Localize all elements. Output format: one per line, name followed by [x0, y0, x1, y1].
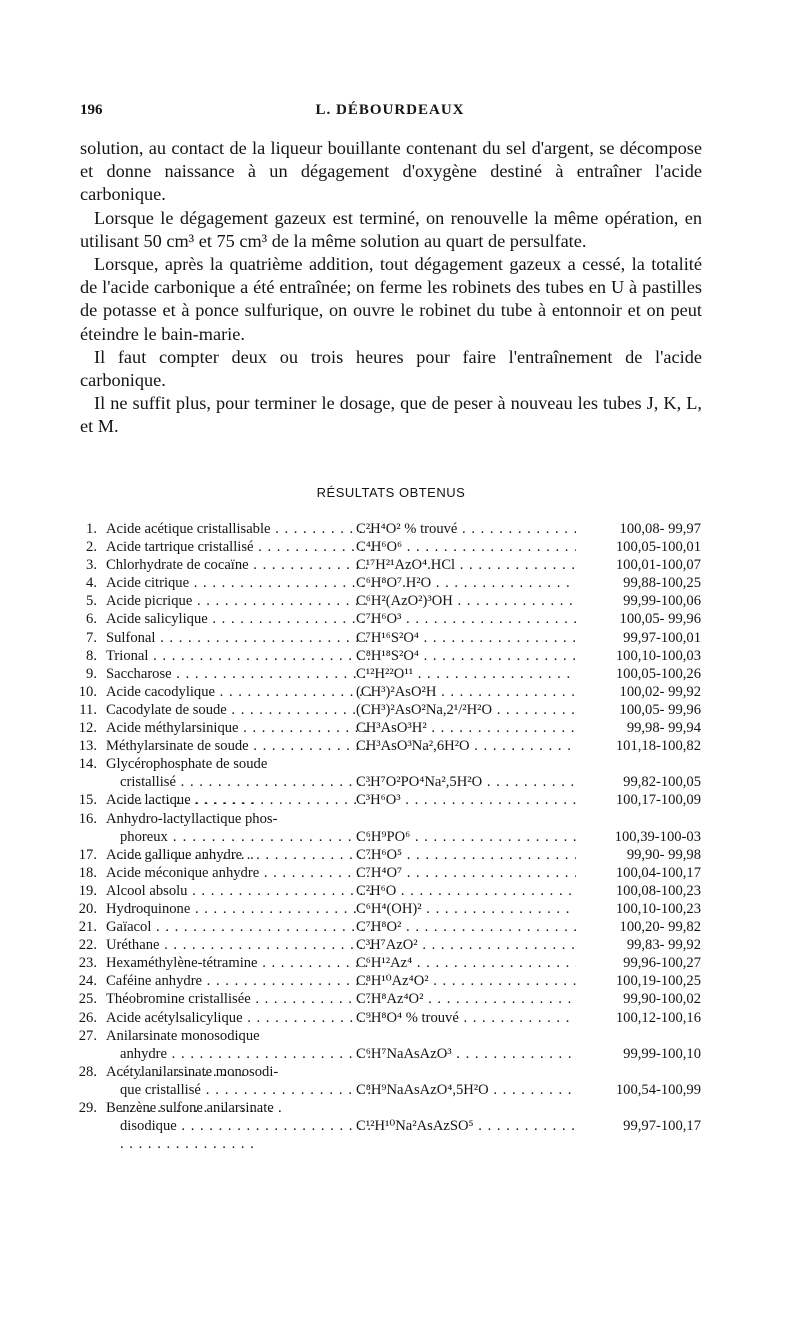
- formula: C³H⁶O³ . . .: [356, 791, 576, 809]
- running-title: L. DÉBOURDEAUX: [315, 102, 465, 118]
- result-value: 101,18-100,82: [615, 738, 701, 755]
- row-number: 7.: [86, 629, 97, 646]
- row-number: 26.: [78, 1009, 97, 1026]
- table-row: [75, 936, 715, 954]
- result-value: 100,08-100,23: [615, 882, 701, 899]
- table-row: [75, 629, 715, 647]
- row-number: 14.: [78, 756, 97, 773]
- result-value: 100,08- 99,97: [619, 521, 701, 537]
- compound-name-text: Acide salicylique . . .: [106, 611, 372, 627]
- compound-name-text: Sulfonal . . .: [106, 630, 372, 646]
- result-value: 100,17-100,09: [615, 792, 701, 809]
- compound-name: [106, 665, 372, 683]
- paragraph: Lorsque le dégagement gazeux est terminé, on renouvelle la même opération, en utilisant 50 cm³ et 75 cm³ de la même solution au quart de persulfate.: [80, 207, 702, 251]
- compound-name: [106, 592, 372, 610]
- result-value: 100,02- 99,92: [619, 683, 701, 700]
- table-row: [75, 882, 715, 900]
- row-number: 27.: [78, 1027, 97, 1044]
- running-header: [80, 102, 700, 124]
- row-number: 10.: [78, 683, 97, 700]
- result-value: 100,54-100,99: [615, 1081, 701, 1098]
- result-value: 100,10-100,23: [615, 900, 701, 917]
- row-number: 21.: [78, 919, 97, 936]
- compound-name-text: Hydroquinone . . .: [106, 901, 372, 917]
- compound-name-text: Cacodylate de soude . . .: [106, 702, 372, 718]
- compound-name: [106, 556, 372, 574]
- result-value: 100,12-100,16: [615, 1009, 701, 1026]
- table-row: [75, 737, 715, 755]
- formula: C⁷H¹⁶S²O⁴ . . .: [356, 629, 576, 647]
- result-value: 100,10-100,03: [615, 647, 701, 664]
- table-row: [75, 954, 715, 972]
- compound-name-text: Hexaméthylène-tétramine . . .: [106, 955, 372, 971]
- formula: C⁶H⁹PO⁶ . . .: [356, 828, 576, 846]
- compound-name: [106, 610, 372, 628]
- compound-name-text: Méthylarsinate de soude . . .: [106, 738, 372, 754]
- row-number: 25.: [78, 991, 97, 1008]
- formula: C³H⁷AzO² . . .: [356, 936, 576, 954]
- compound-name: [106, 683, 372, 701]
- compound-name-text: Acide cacodylique . . .: [106, 684, 372, 700]
- result-value: 99,82-100,05: [623, 774, 701, 791]
- results-title: RÉSULTATS OBTENUS: [316, 485, 466, 500]
- compound-name-text: Saccharose . . .: [106, 666, 372, 682]
- row-number: 5.: [86, 593, 97, 610]
- table-row: [75, 755, 715, 791]
- result-value: 100,05-100,01: [615, 539, 701, 556]
- result-value: 99,97-100,01: [623, 629, 701, 646]
- compound-name-text: Chlorhydrate de cocaïne . . .: [106, 557, 372, 573]
- result-value: 99,98- 99,94: [626, 720, 701, 737]
- row-number: 15.: [78, 792, 97, 809]
- compound-name-text: Acétylanilarsinate monosodi-: [106, 1063, 279, 1080]
- result-value: 100,01-100,07: [615, 557, 701, 574]
- table-row: [75, 1063, 715, 1099]
- row-number: 11.: [79, 701, 97, 718]
- compound-name: [106, 647, 372, 665]
- table-row: [75, 610, 715, 628]
- compound-name: [106, 954, 372, 972]
- row-number: 24.: [78, 973, 97, 990]
- compound-name: [106, 972, 372, 990]
- formula: C¹⁷H²¹AzO⁴.HCl . . .: [356, 556, 576, 574]
- compound-name: [106, 882, 372, 900]
- table-row: [75, 900, 715, 918]
- table-row: [75, 520, 715, 538]
- result-value: 99,99-100,10: [623, 1045, 701, 1062]
- compound-name: [106, 574, 372, 592]
- table-row: [75, 1027, 715, 1063]
- table-row: [75, 1009, 715, 1027]
- row-number: 13.: [78, 738, 97, 755]
- body-text: [80, 137, 702, 439]
- compound-name: [106, 864, 372, 882]
- compound-name: [106, 701, 372, 719]
- result-value: 100,05- 99,96: [619, 611, 701, 628]
- table-row: [75, 846, 715, 864]
- row-number: 16.: [78, 810, 97, 827]
- formula: C¹²H¹⁰Na²AsAzSO⁵ . . .: [356, 1117, 576, 1135]
- compound-name: [106, 990, 372, 1008]
- formula: C⁷H⁸Az⁴O² . . .: [356, 990, 576, 1008]
- paragraph: Lorsque, après la quatrième addition, tout dégagement gazeux a cessé, la totalité de l'acide carbonique a été entraînée; on ferme les robinets des tubes en U à pastilles de potasse et à ponce sulfurique, on ouvre le robinet du tube à entonnoir et on peut éteindre le bain-marie.: [80, 254, 702, 344]
- result-value: 99,83- 99,92: [626, 937, 701, 954]
- compound-name: [106, 918, 372, 936]
- paragraph: Il ne suffit plus, pour terminer le dosage, que de peser à nouveau les tubes J, K, L, et M.: [80, 393, 702, 437]
- table-row: [75, 810, 715, 846]
- compound-name: [106, 719, 372, 737]
- table-row: [75, 665, 715, 683]
- compound-name-text: Acide méthylarsinique . . .: [106, 720, 372, 736]
- result-value: 100,19-100,25: [615, 973, 701, 990]
- compound-name-continued: phoreux . . .: [106, 828, 372, 864]
- result-value: 99,90-100,02: [623, 991, 701, 1008]
- formula: C⁸H⁹NaAsAzO⁴,5H²O . . .: [356, 1081, 576, 1099]
- row-number: 23.: [78, 955, 97, 972]
- result-value: 99,99-100,06: [623, 593, 701, 610]
- table-row: [75, 538, 715, 556]
- compound-name-text: Acide méconique anhydre . . .: [106, 865, 372, 881]
- compound-name-continued: anhydre . . .: [106, 1045, 372, 1081]
- paragraph: solution, au contact de la liqueur bouillante contenant du sel d'argent, se décompose et donne naissance à un dégagement d'oxygène destiné à entraîner l'acide carbonique.: [80, 138, 702, 205]
- table-row: [75, 647, 715, 665]
- compound-name-continued: cristallisé . . .: [106, 773, 372, 809]
- compound-name-text: Anhydro-lactyllactique phos-: [106, 810, 278, 827]
- result-value: 100,05- 99,96: [619, 701, 701, 718]
- table-row: [75, 556, 715, 574]
- compound-name: [106, 791, 372, 809]
- compound-name-text: Caféine anhydre . . .: [106, 973, 372, 989]
- formula: C⁷H⁸O² . . .: [356, 918, 576, 936]
- compound-name: [106, 520, 372, 538]
- row-number: 2.: [86, 539, 97, 556]
- table-row: [75, 791, 715, 809]
- compound-name-text: Trional . . .: [106, 648, 372, 664]
- result-value: 100,39-100-03: [614, 828, 701, 845]
- compound-name-text: Glycérophosphate de soude: [106, 756, 268, 773]
- compound-name-text: Acide tartrique cristallisé . . .: [106, 539, 372, 555]
- compound-name: [106, 1009, 372, 1027]
- formula: C²H⁶O . . .: [356, 882, 576, 900]
- compound-name: [106, 1099, 372, 1153]
- compound-name-text: Acide gallique anhydre . . .: [106, 847, 372, 863]
- table-row: [75, 918, 715, 936]
- table-row: [75, 972, 715, 990]
- row-number: 29.: [78, 1100, 97, 1116]
- compound-name-text: Acide acétique cristallisable . . .: [106, 521, 372, 537]
- row-number: 19.: [78, 882, 97, 899]
- result-value: 99,90- 99,98: [626, 846, 701, 863]
- table-row: [75, 701, 715, 719]
- table-row: [75, 719, 715, 737]
- row-number: 17.: [78, 846, 97, 863]
- table-row: [75, 864, 715, 882]
- row-number: 28.: [78, 1063, 97, 1080]
- compound-name-text: Alcool absolu . . .: [106, 883, 372, 899]
- row-number: 20.: [78, 900, 97, 917]
- compound-name-text: Acide lactique . . .: [106, 792, 372, 808]
- result-value: 99,96-100,27: [623, 955, 701, 972]
- table-row: [75, 592, 715, 610]
- compound-name: [106, 629, 372, 647]
- compound-name: [106, 846, 372, 864]
- row-number: 3.: [86, 557, 97, 574]
- compound-name-text: Anilarsinate monosodique: [106, 1027, 260, 1044]
- formula: (CH³)²AsO²H . . .: [356, 683, 576, 701]
- formula: C⁷H⁴O⁷ . . .: [356, 864, 576, 882]
- compound-name-text: Benzène sulfone anilarsinate: [106, 1100, 274, 1116]
- result-value: 99,88-100,25: [623, 575, 701, 592]
- result-value: 100,20- 99,82: [619, 919, 701, 936]
- table-row: [75, 1099, 715, 1135]
- compound-name-text: Uréthane . . .: [106, 937, 372, 953]
- result-value: 100,05-100,26: [615, 665, 701, 682]
- table-row: [75, 683, 715, 701]
- formula: C²H⁴O² % trouvé . . .: [356, 520, 576, 538]
- compound-name-continued: que cristallisé . . .: [106, 1081, 372, 1117]
- compound-name-continued: disodique . . .: [106, 1117, 372, 1153]
- formula: C⁴H⁶O⁶ . . .: [356, 538, 576, 556]
- compound-name-text: Gaïacol . . .: [106, 919, 372, 935]
- compound-name-text: Acide acétylsalicylique . . .: [106, 1010, 372, 1026]
- row-number: 6.: [86, 611, 97, 628]
- compound-name-text: Acide citrique . . .: [106, 575, 372, 591]
- row-number: 8.: [86, 647, 97, 664]
- compound-name-text: Théobromine cristallisée . . .: [106, 991, 372, 1007]
- formula: C⁷H⁶O⁵ . . .: [356, 846, 576, 864]
- results-table: [75, 520, 715, 1135]
- row-number: 9.: [86, 665, 97, 682]
- formula: C¹²H²²O¹¹ . . .: [356, 665, 576, 683]
- compound-name: [106, 900, 372, 918]
- formula: CH³AsO³H² . . .: [356, 719, 576, 737]
- page-number: 196: [80, 102, 103, 118]
- row-number: 1.: [86, 521, 97, 537]
- formula: (CH³)²AsO²Na,2¹/²H²O . . .: [356, 701, 576, 719]
- row-number: 4.: [86, 575, 97, 592]
- paragraph: Il faut compter deux ou trois heures pour faire l'entraînement de l'acide carbonique.: [80, 346, 702, 391]
- table-row: [75, 574, 715, 592]
- formula: CH³AsO³Na²,6H²O . . .: [356, 737, 576, 755]
- row-number: 12.: [78, 720, 97, 737]
- compound-name-text: Acide picrique . . .: [106, 593, 372, 609]
- result-value: 100,04-100,17: [615, 864, 701, 881]
- formula: C⁷H⁶O³ . . .: [356, 610, 576, 628]
- row-number: 22.: [78, 937, 97, 954]
- formula: C⁸H¹⁰Az⁴O² . . .: [356, 972, 576, 990]
- formula: C⁶H⁸O⁷.H²O . . .: [356, 574, 576, 592]
- formula: C³H⁷O²PO⁴Na²,5H²O . . .: [356, 773, 576, 791]
- formula: C⁶H⁷NaAsAzO³ . . .: [356, 1045, 576, 1063]
- compound-name: [106, 936, 372, 954]
- formula: C⁶H¹²Az⁴ . . .: [356, 954, 576, 972]
- formula: C⁶H²(AzO²)³OH . . .: [356, 592, 576, 610]
- table-row: [75, 990, 715, 1008]
- compound-name: [106, 737, 372, 755]
- row-number: 18.: [78, 864, 97, 881]
- formula: C⁸H¹⁸S²O⁴ . . .: [356, 647, 576, 665]
- formula: C⁶H⁴(OH)² . . .: [356, 900, 576, 918]
- result-value: 99,97-100,17: [623, 1118, 701, 1135]
- compound-name: [106, 538, 372, 556]
- formula: C⁹H⁸O⁴ % trouvé . . .: [356, 1009, 576, 1027]
